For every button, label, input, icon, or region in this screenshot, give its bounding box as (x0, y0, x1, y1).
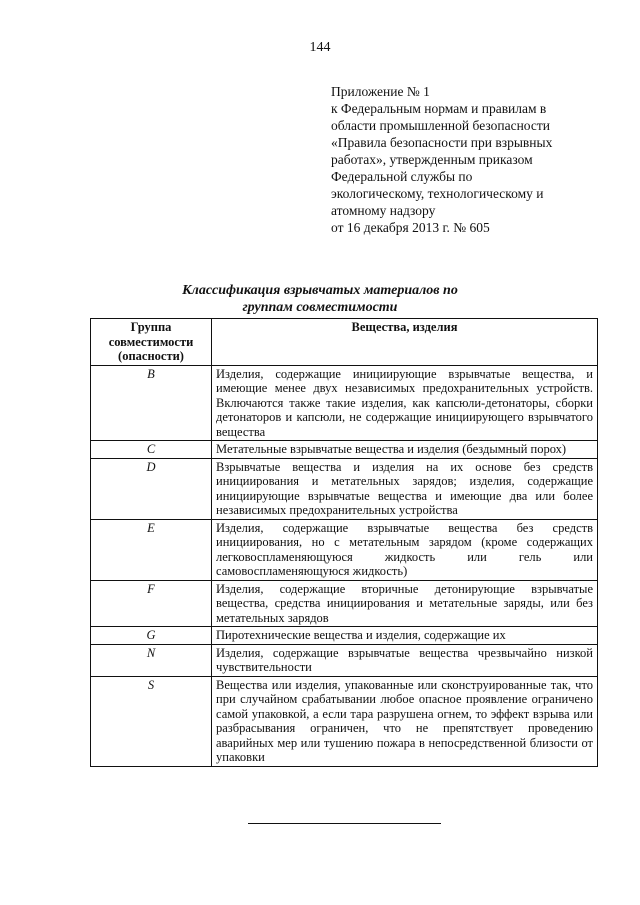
appendix-header (331, 83, 621, 236)
appendix-line: области промышленной безопасности (331, 118, 550, 133)
appendix-line: атомному надзору (331, 203, 436, 218)
document-title-line: группам совместимости (242, 300, 398, 315)
table-header-row (91, 319, 598, 366)
group-code: C (91, 441, 212, 459)
page-number: 144 (309, 40, 331, 55)
footnote-separator (248, 823, 441, 824)
table-row (91, 676, 598, 766)
table-row (91, 519, 598, 580)
appendix-line: работах», утвержденным приказом (331, 152, 533, 167)
column-header-group: Группа совместимости (опасности) (91, 319, 212, 366)
group-description: Метательные взрывчатые вещества и изделия (бездымный порох) (212, 441, 598, 459)
appendix-line: «Правила безопасности при взрывных (331, 135, 553, 150)
appendix-line: к Федеральным нормам и правилам в (331, 101, 547, 116)
group-code: E (91, 519, 212, 580)
appendix-line: Приложение № 1 (331, 84, 430, 99)
group-code: F (91, 580, 212, 627)
appendix-line: экологическому, технологическому и (331, 186, 544, 201)
table-row (91, 627, 598, 645)
table-row (91, 644, 598, 676)
group-description: Вещества или изделия, упакованные или сконструированные так, что при случайном срабатывании любое опасное проявление ограничено самой упаковкой, а если тара разрушена огнем, то эффект взрыва или разбрасывания ограничен, что не препятствует проведению аварийных мер или тушению пожара в непосредственной близости от упаковки (212, 676, 598, 766)
table-row (91, 441, 598, 459)
table-row (91, 365, 598, 441)
appendix-line: от 16 декабря 2013 г. № 605 (331, 220, 490, 235)
group-code: G (91, 627, 212, 645)
document-title (100, 282, 540, 316)
group-code: S (91, 676, 212, 766)
table-row (91, 458, 598, 519)
group-code: N (91, 644, 212, 676)
group-description: Пиротехнические вещества и изделия, содержащие их (212, 627, 598, 645)
appendix-line: Федеральной службы по (331, 169, 473, 184)
group-description: Взрывчатые вещества и изделия на их основе без средств инициирования и метательных зарядов; изделия, содержащие инициирующие взрывчатые вещества и имеющие два или более независимых предохранительных устройства (212, 458, 598, 519)
group-description: Изделия, содержащие взрывчатые вещества чрезвычайно низкой чувствительности (212, 644, 598, 676)
column-header-substances: Вещества, изделия (212, 319, 598, 366)
classification-table (90, 318, 598, 767)
group-description: Изделия, содержащие взрывчатые вещества без средств инициирования, но с метательным зарядом (кроме содержащих легковоспламеняющуюся жидкость или гель или самовоспламеняющуюся жидкость) (212, 519, 598, 580)
group-description: Изделия, содержащие инициирующие взрывчатые вещества, и имеющие менее двух независимых предохранительных устройств. Включаются также такие изделия, как капсюли-детонаторы, сборки детонаторов и капсюли, не содержащие инициирующего взрывчатого вещества (212, 365, 598, 441)
group-code: D (91, 458, 212, 519)
document-title-line: Классификация взрывчатых материалов по (182, 283, 458, 298)
group-description: Изделия, содержащие вторичные детонирующие взрывчатые вещества, средства инициирования и метательные заряды, или без метательных зарядов (212, 580, 598, 627)
group-code: B (91, 365, 212, 441)
table-row (91, 580, 598, 627)
